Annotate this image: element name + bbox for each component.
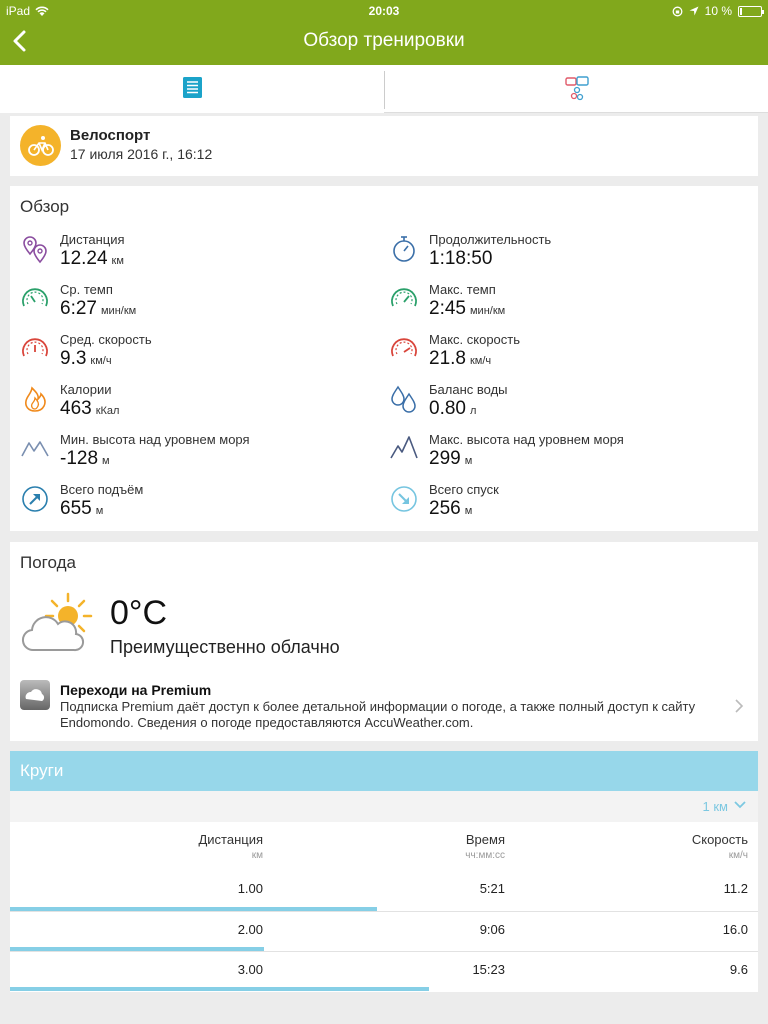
stat-avg-speed	[20, 332, 360, 376]
laps-header	[10, 751, 758, 791]
temperature: 0°C	[110, 594, 168, 632]
sport-badge	[20, 125, 61, 166]
max-altitude-icon	[389, 434, 419, 464]
stat-min-altitude	[20, 432, 360, 476]
workout-header	[10, 116, 758, 176]
max-speed-gauge-icon	[389, 334, 419, 364]
premium-promo-title[interactable]: Переходи на Premium	[60, 682, 212, 698]
flame-icon	[20, 384, 50, 414]
stat-label: Сред. скорость	[60, 332, 152, 347]
lap-time: 15:23	[472, 962, 505, 977]
cycling-icon	[28, 135, 54, 157]
battery-percent: 10 %	[704, 4, 732, 18]
navigation-bar	[0, 0, 768, 65]
status-time: 20:03	[368, 4, 400, 18]
location-arrow-icon	[689, 6, 699, 16]
stat-value: 9.3 км/ч	[60, 348, 112, 369]
sport-name: Велоспорт	[70, 127, 151, 144]
stat-value: -128 м	[60, 448, 110, 469]
weather-title: Погода	[20, 553, 76, 572]
lap-speed: 16.0	[722, 922, 748, 937]
table-row[interactable]	[10, 871, 758, 911]
speed-gauge-icon	[20, 334, 50, 364]
stat-avg-pace	[20, 282, 360, 326]
stat-calories	[20, 382, 360, 426]
lap-speed: 9.6	[729, 962, 748, 977]
tab-summary[interactable]	[0, 65, 384, 113]
laps-title: Круги	[20, 761, 64, 780]
comments-icon	[565, 76, 589, 102]
weather-card	[10, 542, 758, 741]
lap-speed-bar	[10, 987, 429, 991]
partly-cloudy-icon	[20, 592, 100, 656]
col-header-time: Время	[465, 832, 505, 847]
stat-label: Калории	[60, 382, 112, 397]
stat-value: 655 м	[60, 498, 104, 519]
lap-speed: 11.2	[723, 881, 748, 896]
stat-value: 299 м	[429, 448, 473, 469]
chevron-right-icon[interactable]	[734, 698, 744, 714]
table-row[interactable]	[10, 911, 758, 951]
battery-icon	[738, 6, 762, 17]
stat-value: 256 м	[429, 498, 473, 519]
stat-label: Дистанция	[60, 232, 125, 247]
stat-descent	[389, 482, 729, 526]
premium-promo-icon	[20, 680, 50, 710]
status-bar	[0, 0, 768, 22]
stat-value: 1:18:50	[429, 248, 493, 269]
stat-duration	[389, 232, 729, 276]
stat-label: Макс. скорость	[429, 332, 521, 347]
stat-label: Баланс воды	[429, 382, 508, 397]
descent-icon	[389, 484, 419, 514]
stat-water	[389, 382, 729, 426]
stat-distance	[20, 232, 360, 276]
device-name: iPad	[6, 4, 31, 18]
stat-value: 12.24 км	[60, 248, 124, 269]
stat-label: Всего спуск	[429, 482, 499, 497]
col-unit-time: чч:мм:сс	[465, 850, 505, 861]
table-row[interactable]	[10, 951, 758, 991]
overview-title: Обзор	[20, 197, 70, 216]
workout-date: 17 июля 2016 г., 16:12	[70, 146, 213, 162]
min-altitude-icon	[20, 434, 50, 464]
tab-bar	[0, 65, 768, 113]
stat-value: 2:45 мин/км	[429, 298, 506, 319]
lap-distance: 3.00	[237, 962, 263, 977]
chevron-down-icon[interactable]	[733, 800, 747, 810]
stat-label: Макс. темп	[429, 282, 496, 297]
premium-promo-text: Подписка Premium даёт доступ к более детальной информации о погоде, а также полный доступ к сайту Endomondo. Сведения о погоде предоставляются AccuWeather.com.	[60, 699, 696, 730]
stat-value: 6:27 мин/км	[60, 298, 137, 319]
lap-distance-selector[interactable]: 1 км	[702, 799, 728, 814]
stat-label: Ср. темп	[60, 282, 113, 297]
tab-social[interactable]	[385, 65, 768, 113]
stat-value: 463 кКал	[60, 398, 120, 419]
col-header-distance: Дистанция	[198, 832, 263, 847]
col-unit-speed: км/ч	[728, 850, 748, 861]
lap-distance: 1.00	[237, 881, 263, 896]
stat-max-altitude	[389, 432, 729, 476]
page-title: Обзор тренировки	[303, 30, 465, 51]
weather-condition: Преимущественно облачно	[110, 637, 340, 657]
col-unit-distance: км	[251, 850, 263, 861]
overview-card	[10, 186, 758, 531]
stat-value: 21.8 км/ч	[429, 348, 492, 369]
laps-table	[10, 822, 758, 992]
stat-max-speed	[389, 332, 729, 376]
stat-max-pace	[389, 282, 729, 326]
lap-time: 5:21	[479, 881, 505, 896]
stat-label: Всего подъём	[60, 482, 144, 497]
stopwatch-icon	[389, 234, 419, 264]
water-drops-icon	[389, 384, 419, 414]
lap-distance: 2.00	[237, 922, 263, 937]
pace-gauge-icon	[20, 284, 50, 314]
col-header-speed: Скорость	[691, 832, 748, 847]
lap-time: 9:06	[479, 922, 505, 937]
distance-pin-icon	[20, 234, 50, 264]
stat-label: Мин. высота над уровнем моря	[60, 432, 250, 447]
stat-label: Продолжительность	[429, 232, 552, 247]
rotation-lock-icon	[672, 6, 683, 17]
laps-filter-bar	[10, 791, 758, 822]
stat-value: 0.80 л	[429, 398, 477, 419]
max-pace-gauge-icon	[389, 284, 419, 314]
ascent-icon	[20, 484, 50, 514]
stat-label: Макс. высота над уровнем моря	[429, 432, 624, 447]
stat-ascent	[20, 482, 360, 526]
list-icon	[183, 77, 202, 98]
